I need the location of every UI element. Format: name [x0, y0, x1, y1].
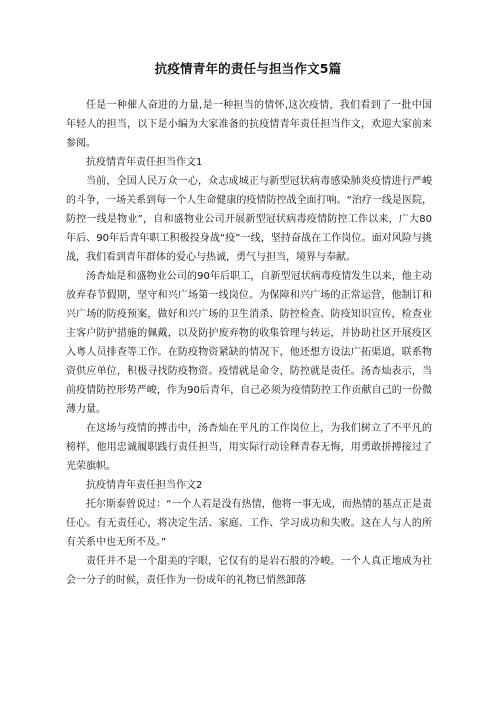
intro-paragraph: 任是一种催人奋进的力量,是一种担当的情怀,这次疫情，我们看到了一批中国年轻人的担当，以下是小编为大家准备的抗疫情青年责任担当作文，欢迎大家前来参阅。: [66, 100, 432, 149]
section-heading-1: 抗疫情青年责任担当作文1: [86, 157, 203, 168]
body-paragraph: 责任并不是一个甜美的字眼，它仅有的是岩石般的冷峻。一个人真正地成为社会一分子的时候，责任作为一份成年的礼物已悄然卸落: [66, 556, 432, 586]
body-paragraph: 在这场与疫情的搏击中，汤杏灿在平凡的工作岗位上，为我们树立了不平凡的榜样，他用忠诚履职践行责任担当，用实际行动诠释青春无悔，用勇敢拼搏接过了光荣旗帜。: [66, 423, 432, 472]
body-paragraph: 当前，全国人民万众一心，众志成城正与新型冠状病毒感染肺炎疫情进行严峻的斗争，一场关系到每一个人生命健康的疫情防控战全面打响。“治疗一线是医院，防控一线是物业”，自和盛物业公司开展新型冠状病毒疫情防控工作以来，广大80年后、90年后青年职工积极投身战“疫”一线，坚持奋战在工作岗位。面对风险与挑战，我们看到青年群体的爱心与热诚，勇气与担当，境界与奉献。: [66, 176, 432, 263]
body-paragraph: 托尔斯泰曾说过：“一个人若是没有热情，他将一事无成，而热情的基点正是责任心。有无责任心，将决定生活、家庭、工作、学习成功和失败。这在人与人的所有关系中也无所不及。”: [66, 499, 432, 548]
section-heading-2: 抗疫情青年责任担当作文2: [86, 480, 203, 491]
document-body: [66, 96, 432, 590]
body-paragraph: 汤杏灿是和盛物业公司的90年后职工，自新型冠状病毒疫情发生以来，他主动放弃春节假期，坚守和兴广场第一线岗位。为保障和兴广场的正常运营，他制订和兴广场的防疫预案，做好和兴广场的卫生消杀、防控检查、防疫知识宣传，检查业主客户防护措施的佩戴，以及防护废弃物的收集管理与转运，并协助社区开展疫区入粤人员排查等工作。在防疫物资紧缺的情况下，他还想方设法广拓渠道，联系物资供应单位，积极寻找防疫物资。疫情就是命令，防控就是责任。汤杏灿表示，当前疫情防控形势严峻，作为90后青年，自己必须为疫情防控工作贡献自己的一份微薄力量。: [66, 271, 432, 415]
document-title: 抗疫情青年的责任与担当作文5篇: [154, 61, 342, 76]
